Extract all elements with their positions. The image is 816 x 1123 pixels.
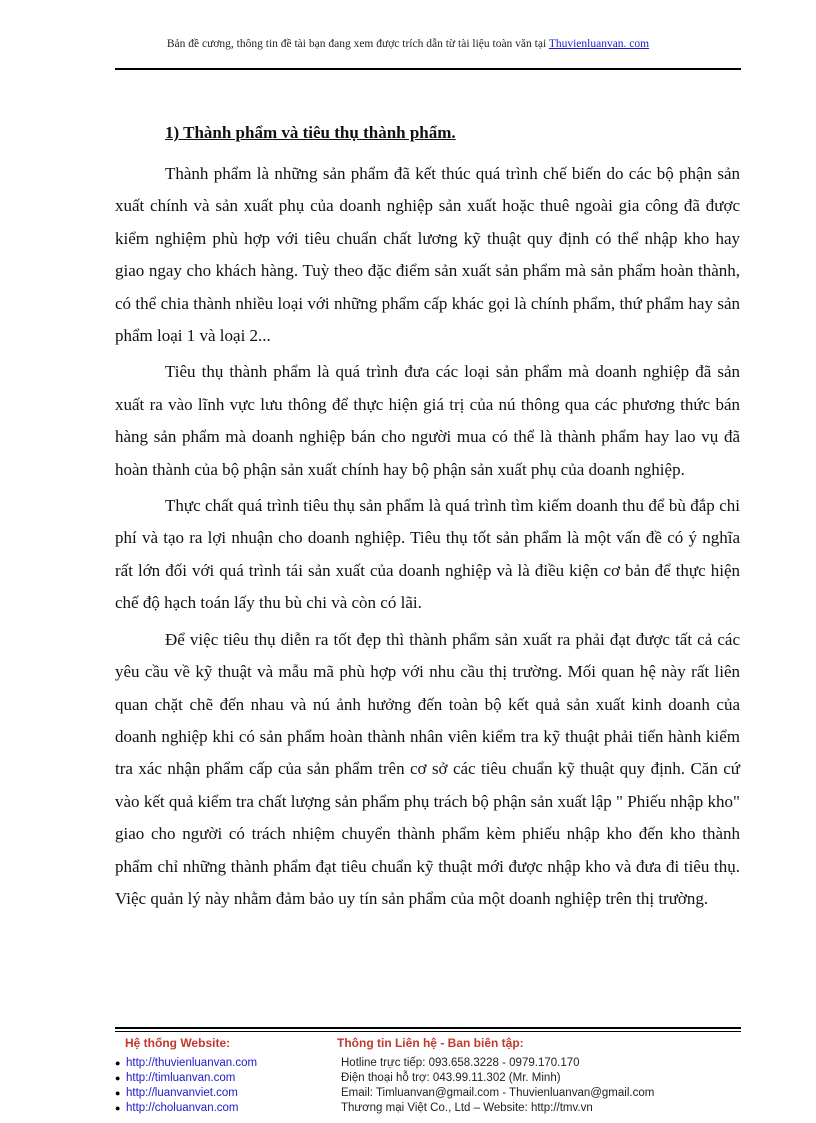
contact-hotline: Hotline trực tiếp: 093.658.3228 - 0979.170.170 — [341, 1057, 580, 1069]
contact-email: Email: Timluanvan@gmail.com - Thuvienluanvan@gmail.com — [341, 1087, 655, 1099]
footer-websites-heading: Hệ thống Website: — [125, 1036, 231, 1050]
footer-contact — [337, 1036, 741, 1116]
website-item — [115, 1071, 335, 1086]
document-body — [115, 120, 740, 919]
paragraph-tieu-thu: Tiêu thụ thành phẩm là quá trình đưa các loại sản phẩm mà doanh nghiệp đã sản xuất ra vào lĩnh vực lưu thông để thực hiện giá trị của nú thông qua các phương thức bán hàng sản phẩm mà doanh nghiệp bán cho người mua có thể là thành phẩm hay lao vụ đã hoàn thành của bộ phận sản xuất chính hay bộ phận sản xuất phụ của doanh nghiệp. — [115, 362, 740, 479]
contact-support-phone: Điện thoại hỗ trợ: 043.99.11.302 (Mr. Minh) — [341, 1072, 561, 1084]
website-link[interactable]: http://luanvanviet.com — [126, 1087, 238, 1099]
website-item — [115, 1086, 335, 1101]
header-divider — [115, 68, 741, 70]
website-link[interactable]: http://choluanvan.com — [126, 1102, 239, 1114]
header-citation-text: Bản đề cương, thông tin đề tài bạn đang xem được trích dẫn từ tài liệu toàn văn tại — [166, 38, 549, 50]
bullet-icon: ● — [115, 1088, 121, 1098]
bullet-icon: ● — [115, 1103, 121, 1113]
header-citation-note — [0, 38, 816, 50]
website-link[interactable]: http://timluanvan.com — [126, 1072, 236, 1084]
footer-websites — [115, 1036, 335, 1116]
header-source-link[interactable]: Thuvienluanvan. com — [548, 38, 650, 50]
website-link[interactable]: http://thuvienluanvan.com — [126, 1057, 258, 1069]
bullet-icon: ● — [115, 1058, 121, 1068]
contact-company: Thương mại Việt Co., Ltd – Website: http://tmv.vn — [341, 1102, 593, 1114]
website-item — [115, 1101, 335, 1116]
bullet-icon: ● — [115, 1073, 121, 1083]
contact-list — [337, 1056, 741, 1116]
paragraph-thuc-chat: Thực chất quá trình tiêu thụ sản phẩm là quá trình tìm kiếm doanh thu để bù đắp chi phí và tạo ra lợi nhuận cho doanh nghiệp. Tiêu thụ tốt sản phẩm là một vấn đề có ý nghĩa rất lớn đối với quá trình tái sản xuất của doanh nghiệp và là điều kiện cơ bản để thực hiện chế độ hạch toán lấy thu bù chi và còn có lãi. — [115, 496, 740, 613]
paragraph-yeu-cau: Để việc tiêu thụ diễn ra tốt đẹp thì thành phẩm sản xuất ra phải đạt được tất cả các yêu cầu về kỹ thuật và mẫu mã phù hợp với nhu cầu thị trường. Mối quan hệ này rất liên quan chặt chẽ đến nhau và nú ảnh hưởng đến toàn bộ kết quả sản xuất kinh doanh của doanh nghiệp khi có sản phẩm hoàn thành nhân viên kiểm tra kỹ thuật phải tiến hành kiểm tra xác nhận phẩm cấp của sản phẩm trên cơ sở các tiêu chuẩn kỹ thuật quy định. Căn cứ vào kết quả kiểm tra chất lượng sản phẩm phụ trách bộ phận sản xuất lập " Phiếu nhập kho" giao cho người có trách nhiệm chuyển thành phẩm kèm phiếu nhập kho đến kho thành phẩm chỉ những thành phẩm đạt tiêu chuẩn kỹ thuật mới được nhập kho và đưa đi tiêu thụ. Việc quản lý này nhằm đảm bảo uy tín sản phẩm của một doanh nghiệp trên thị trường. — [115, 629, 740, 908]
footer-divider-thin — [115, 1031, 741, 1032]
footer-contact-heading: Thông tin Liên hệ - Ban biên tập: — [337, 1036, 524, 1050]
section-title: 1) Thành phẩm và tiêu thụ thành phẩm. — [165, 123, 456, 142]
paragraph-thanh-pham: Thành phẩm là những sản phẩm đã kết thúc quá trình chế biến do các bộ phận sản xuất chính và sản xuất phụ của doanh nghiệp sản xuất hoặc thuê ngoài gia công đã được kiểm nghiệm phù hợp với tiêu chuẩn chất lương kỹ thuật quy định có thể nhập kho hay giao ngay cho khách hàng. Tuỳ theo đặc điểm sản xuất sản phẩm mà sản phẩm hoàn thành, có thể chia thành nhiều loại với những phẩm cấp khác gọi là chính phẩm, thứ phẩm hay sản phẩm loại 1 và loại 2... — [115, 164, 740, 346]
footer-divider-thick — [115, 1027, 741, 1029]
website-item — [115, 1056, 335, 1071]
website-list — [115, 1056, 335, 1116]
